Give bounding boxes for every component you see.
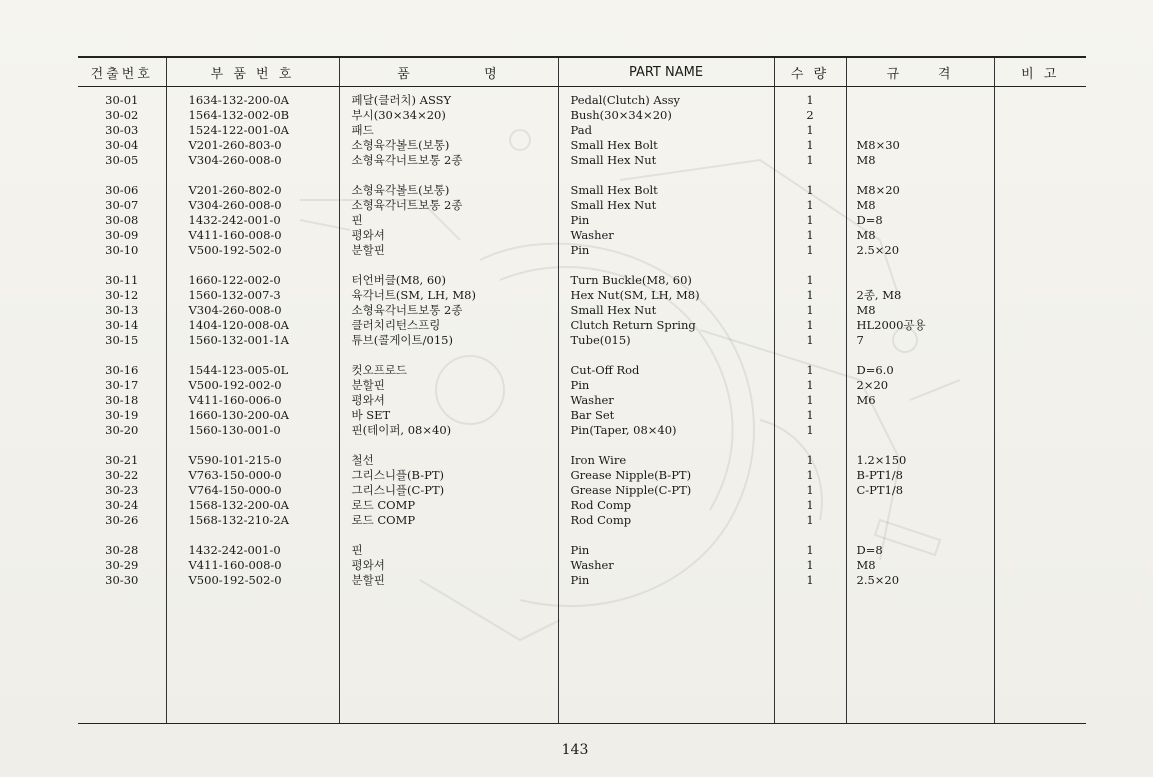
item-no: 30-28	[105, 543, 139, 557]
header-qty: 수 량	[774, 57, 846, 87]
group-spacer	[857, 168, 994, 183]
quantity: 1	[806, 228, 814, 242]
item-no: 30-22	[105, 468, 139, 482]
part-name: Small Hex Nut	[570, 303, 657, 317]
quantity: 1	[806, 543, 814, 557]
item-no: 30-15	[105, 333, 139, 347]
part-number: V411-160-006-0	[188, 393, 282, 407]
group-spacer	[189, 168, 339, 183]
group-spacer	[78, 438, 166, 453]
header-part-name: PART NAME	[558, 57, 774, 87]
quantity: 1	[806, 93, 814, 107]
group-spacer	[78, 258, 166, 273]
group-spacer	[571, 528, 774, 543]
column-korean-name	[339, 87, 558, 724]
part-name: Rod Comp	[570, 513, 632, 527]
header-part-no: 부 품 번 호	[166, 57, 339, 87]
item-no: 30-09	[105, 228, 139, 242]
korean-name: 부시(30×34×20)	[351, 108, 446, 122]
quantity: 2	[806, 108, 814, 122]
quantity: 1	[806, 363, 814, 377]
item-no: 30-17	[105, 378, 139, 392]
part-name: Pedal(Clutch) Assy	[570, 93, 681, 107]
part-number: 1560-130-001-0	[188, 423, 281, 437]
korean-name: 페달(클러치) ASSY	[351, 93, 452, 107]
part-number: V764-150-000-0	[188, 483, 282, 497]
item-no: 30-18	[105, 393, 139, 407]
group-spacer	[775, 528, 846, 543]
part-number: 1660-130-200-0A	[188, 408, 289, 422]
quantity: 1	[806, 408, 814, 422]
item-no: 30-19	[105, 408, 139, 422]
part-number: V590-101-215-0	[188, 453, 282, 467]
group-spacer	[352, 258, 558, 273]
korean-name: 패드	[351, 123, 374, 137]
group-spacer	[78, 348, 166, 363]
korean-name: 분할핀	[351, 378, 385, 392]
korean-name: 핀(테이퍼, 08×40)	[351, 423, 452, 437]
group-spacer	[571, 168, 774, 183]
part-name: Clutch Return Spring	[570, 318, 696, 332]
korean-name: 튜브(콜게이트/015)	[351, 333, 453, 347]
group-spacer	[775, 258, 846, 273]
item-no: 30-23	[105, 483, 139, 497]
group-spacer	[78, 528, 166, 543]
korean-name: 소형육각볼트(보통)	[351, 183, 450, 197]
part-number: V500-192-502-0	[188, 243, 282, 257]
part-number: V763-150-000-0	[188, 468, 282, 482]
group-spacer	[352, 168, 558, 183]
korean-name: 로드 COMP	[351, 498, 416, 512]
quantity: 1	[806, 558, 814, 572]
quantity: 1	[806, 213, 814, 227]
korean-name: 분할핀	[351, 243, 385, 257]
part-name: Pin	[570, 378, 590, 392]
item-no: 30-12	[105, 288, 139, 302]
korean-name: 소형육각너트보통 2종	[351, 303, 463, 317]
part-number: 1560-132-007-3	[188, 288, 281, 302]
column-qty	[774, 87, 846, 724]
quantity: 1	[806, 393, 814, 407]
korean-name: 핀	[351, 213, 363, 227]
part-name: Pin	[570, 243, 590, 257]
group-spacer	[189, 348, 339, 363]
quantity: 1	[806, 378, 814, 392]
part-number: V304-260-008-0	[188, 303, 282, 317]
specification: M8×20	[856, 183, 900, 197]
group-spacer	[571, 348, 774, 363]
specification: 2종, M8	[856, 288, 902, 302]
part-number: 1568-132-210-2A	[188, 513, 289, 527]
part-name: Small Hex Nut	[570, 198, 657, 212]
specification	[857, 423, 994, 438]
group-spacer	[857, 528, 994, 543]
part-name: Small Hex Bolt	[570, 183, 658, 197]
group-spacer	[775, 438, 846, 453]
korean-name: 분할핀	[351, 573, 385, 587]
part-name: Bush(30×34×20)	[570, 108, 672, 122]
korean-name: 그리스니플(C-PT)	[351, 483, 445, 497]
specification: 1.2×150	[856, 453, 907, 467]
part-number: V500-192-502-0	[188, 573, 282, 587]
group-spacer	[775, 168, 846, 183]
quantity: 1	[806, 273, 814, 287]
item-no: 30-03	[105, 123, 139, 137]
specification	[857, 408, 994, 423]
part-name: Washer	[570, 393, 614, 407]
specification: M8	[856, 153, 876, 167]
part-name: Small Hex Bolt	[570, 138, 658, 152]
column-part-no	[166, 87, 339, 724]
specification: M8	[856, 228, 876, 242]
quantity: 1	[806, 468, 814, 482]
part-name: Turn Buckle(M8, 60)	[570, 273, 692, 287]
column-spec	[846, 87, 994, 724]
group-spacer	[78, 168, 166, 183]
part-number: V304-260-008-0	[188, 153, 282, 167]
specification: B-PT1/8	[856, 468, 903, 482]
korean-name: 핀	[351, 543, 363, 557]
part-number: 1560-132-001-1A	[188, 333, 289, 347]
specification: D=8	[856, 543, 883, 557]
specification: M8	[856, 558, 876, 572]
specification: M6	[856, 393, 876, 407]
item-no: 30-29	[105, 558, 139, 572]
quantity: 1	[806, 303, 814, 317]
group-spacer	[857, 348, 994, 363]
part-name: Iron Wire	[570, 453, 627, 467]
korean-name: 소형육각너트보통 2종	[351, 198, 463, 212]
korean-name: 육각너트(SM, LH, M8)	[351, 288, 476, 302]
item-no: 30-21	[105, 453, 139, 467]
column-remark	[994, 87, 1086, 724]
part-name: Bar Set	[570, 408, 615, 422]
item-no: 30-16	[105, 363, 139, 377]
part-number: V411-160-008-0	[188, 228, 282, 242]
group-spacer	[857, 258, 994, 273]
specification: 2.5×20	[856, 243, 900, 257]
group-spacer	[857, 438, 994, 453]
quantity: 1	[806, 153, 814, 167]
korean-name: 컷오프로드	[351, 363, 408, 377]
column-part-name	[558, 87, 774, 724]
part-name: Pin	[570, 543, 590, 557]
item-no: 30-11	[105, 273, 139, 287]
korean-name: 터언버클(M8, 60)	[351, 273, 446, 287]
group-spacer	[189, 258, 339, 273]
part-number: 1432-242-001-0	[188, 543, 281, 557]
quantity: 1	[806, 483, 814, 497]
part-name: Pad	[570, 123, 592, 137]
item-no: 30-24	[105, 498, 139, 512]
part-name: Hex Nut(SM, LH, M8)	[570, 288, 700, 302]
quantity: 1	[806, 318, 814, 332]
page-number: 143	[561, 742, 589, 758]
quantity: 1	[806, 288, 814, 302]
part-name: Tube(015)	[570, 333, 631, 347]
part-number: V500-192-002-0	[188, 378, 282, 392]
quantity: 1	[806, 453, 814, 467]
part-number: V201-260-803-0	[188, 138, 282, 152]
part-number: 1404-120-008-0A	[188, 318, 289, 332]
quantity: 1	[806, 498, 814, 512]
specification	[857, 123, 994, 138]
specification: 2.5×20	[856, 573, 900, 587]
specification: M8	[856, 198, 876, 212]
group-spacer	[571, 438, 774, 453]
item-no: 30-20	[105, 423, 139, 437]
specification	[857, 108, 994, 123]
part-number: 1568-132-200-0A	[188, 498, 289, 512]
parts-table	[78, 56, 1086, 724]
item-no: 30-08	[105, 213, 139, 227]
item-no: 30-10	[105, 243, 139, 257]
korean-name: 평와셔	[351, 558, 385, 572]
header-spec: 규 격	[846, 57, 994, 87]
part-number: 1432-242-001-0	[188, 213, 281, 227]
korean-name: 평와셔	[351, 393, 385, 407]
quantity: 1	[806, 243, 814, 257]
part-number: 1564-132-002-0B	[188, 108, 290, 122]
specification	[857, 273, 994, 288]
quantity: 1	[806, 573, 814, 587]
part-name: Pin	[570, 573, 590, 587]
specification: M8×30	[856, 138, 900, 152]
part-name: Cut-Off Rod	[570, 363, 640, 377]
quantity: 1	[806, 183, 814, 197]
item-no: 30-02	[105, 108, 139, 122]
part-number: V411-160-008-0	[188, 558, 282, 572]
specification: HL2000공용	[856, 318, 926, 332]
part-name: Washer	[570, 228, 614, 242]
item-no: 30-30	[105, 573, 139, 587]
specification: D=8	[856, 213, 883, 227]
specification: D=6.0	[856, 363, 894, 377]
group-spacer	[189, 528, 339, 543]
part-name: Grease Nipple(C-PT)	[570, 483, 692, 497]
item-no: 30-04	[105, 138, 139, 152]
quantity: 1	[806, 333, 814, 347]
quantity: 1	[806, 198, 814, 212]
group-spacer	[352, 348, 558, 363]
item-no: 30-05	[105, 153, 139, 167]
item-no: 30-07	[105, 198, 139, 212]
column-no	[78, 87, 166, 724]
specification: M8	[856, 303, 876, 317]
part-number: 1544-123-005-0L	[188, 363, 289, 377]
quantity: 1	[806, 513, 814, 527]
part-number: 1524-122-001-0A	[188, 123, 289, 137]
specification: C-PT1/8	[856, 483, 904, 497]
korean-name: 바 SET	[351, 408, 391, 422]
part-number: V201-260-802-0	[188, 183, 282, 197]
specification	[857, 93, 994, 108]
part-name: Pin(Taper, 08×40)	[570, 423, 677, 437]
part-name: Washer	[570, 558, 614, 572]
group-spacer	[571, 258, 774, 273]
part-name: Pin	[570, 213, 590, 227]
korean-name: 철선	[351, 453, 374, 467]
header-remark: 비 고	[994, 57, 1086, 87]
part-name: Grease Nipple(B-PT)	[570, 468, 692, 482]
part-number: 1634-132-200-0A	[188, 93, 289, 107]
item-no: 30-06	[105, 183, 139, 197]
part-name: Rod Comp	[570, 498, 632, 512]
korean-name: 평와셔	[351, 228, 385, 242]
korean-name: 그리스니플(B-PT)	[351, 468, 444, 482]
specification	[857, 498, 994, 513]
group-spacer	[352, 528, 558, 543]
header-no: 건출번호	[78, 57, 166, 87]
table-body-row	[78, 87, 1086, 724]
part-number: V304-260-008-0	[188, 198, 282, 212]
quantity: 1	[806, 138, 814, 152]
item-no: 30-13	[105, 303, 139, 317]
item-no: 30-26	[105, 513, 139, 527]
item-no: 30-14	[105, 318, 139, 332]
group-spacer	[189, 438, 339, 453]
part-number: 1660-122-002-0	[188, 273, 281, 287]
quantity: 1	[806, 123, 814, 137]
item-no: 30-01	[105, 93, 139, 107]
table-header-row	[78, 57, 1086, 87]
header-korean-name: 품 명	[339, 57, 558, 87]
specification: 7	[856, 333, 864, 347]
korean-name: 소형육각너트보통 2종	[351, 153, 463, 167]
part-name: Small Hex Nut	[570, 153, 657, 167]
specification: 2×20	[856, 378, 889, 392]
korean-name: 소형육각볼트(보통)	[351, 138, 450, 152]
specification	[857, 513, 994, 528]
korean-name: 로드 COMP	[351, 513, 416, 527]
korean-name: 클러치리턴스프링	[351, 318, 441, 332]
group-spacer	[352, 438, 558, 453]
quantity: 1	[806, 423, 814, 437]
group-spacer	[775, 348, 846, 363]
